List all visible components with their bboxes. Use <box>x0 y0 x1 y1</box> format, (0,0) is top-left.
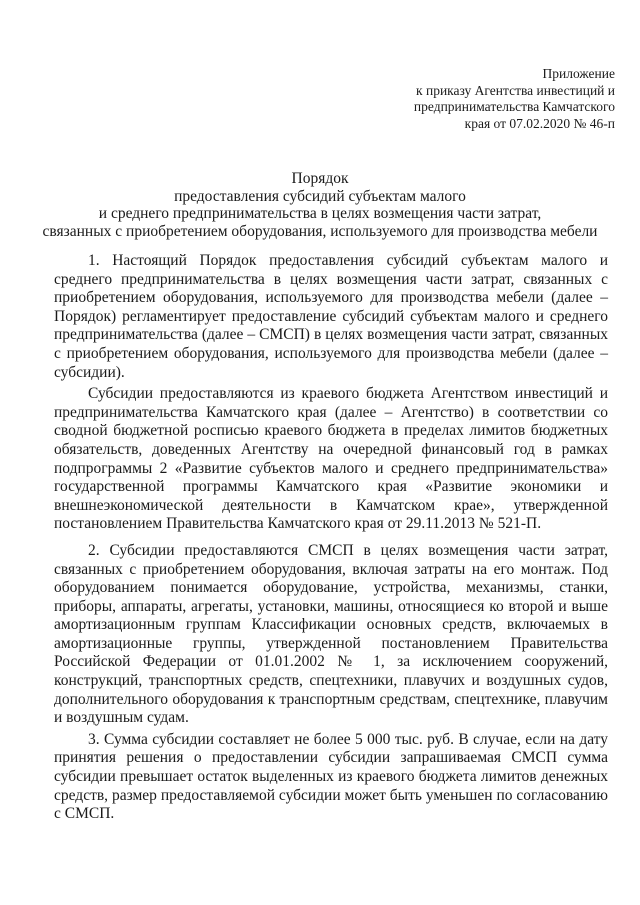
appendix-line: края от 07.02.2020 № 46-п <box>464 115 615 131</box>
appendix-header <box>400 66 615 132</box>
title-line: связанных с приобретением оборудования, используемого для производства мебели <box>42 222 598 240</box>
appendix-line: предпринимательства Камчатского <box>413 99 615 114</box>
document-title <box>40 170 600 240</box>
title-line: предоставления субсидий субъектам малого <box>174 187 466 205</box>
document-body <box>54 252 608 832</box>
paragraph-3: 3. Сумма субсидии составляет не более 5 000 тыс. руб. В случае, если на дату принятия решения о предоставлении субсидии запрашиваемая СМСП сумма субсидии превышает остаток выделенных из краевого бюджета лимитов денежных средств, размер предоставляемой субсидии может быть уменьшен по согласованию с СМСП. <box>54 730 608 823</box>
paragraph-1: 1. Настоящий Порядок предоставления субсидий субъектам малого и среднего предпринимательства в целях возмещения части затрат, связанных с приобретением оборудования, используемого для производства мебели (далее – Порядок) регламентирует предоставление субсидий субъектам малого и среднего предпринимательства (далее – СМСП) в целях возмещения части затрат, связанных с приобретением оборудования, используемого для производства мебели (далее – субсидии). <box>54 252 608 381</box>
appendix-line: Приложение <box>542 66 615 81</box>
title-line: и среднего предпринимательства в целях возмещения части затрат, <box>98 205 542 222</box>
paragraph-2: 2. Субсидии предоставляются СМСП в целях возмещения части затрат, связанных с приобретением оборудования, включая затраты на его монтаж. Под оборудованием понимается оборудование, устройства, механизмы, станки, приборы, аппараты, агрегаты, установки, машины, относящиеся ко второй и выше амортизационным группам Классификации основных средств, включаемых в амортизационные группы, утвержденной постановлением Правительства Российской Федерации от 01.01.2002 № 1, за исключением сооружений, конструкций, транспортных средств, спецтехники, плавучих и воздушных судов, дополнительного оборудования к транспортным средствам, спецтехнике, плавучим и воздушным судам. <box>54 541 608 727</box>
paragraph-subsidy-source: Субсидии предоставляются из краевого бюджета Агентством инвестиций и предпринимательства Камчатского края (далее – Агентство) в соответствии со сводной бюджетной росписью краевого бюджета в пределах лимитов бюджетных обязательств, доведенных Агентству на очередной финансовый год в рамках подпрограммы 2 «Развитие субъектов малого и среднего предпринимательства» государственной программы Камчатского края «Развитие экономики и внешнеэкономической деятельности в Камчатском крае», утвержденной постановлением Правительства Камчатского края от 29.11.2013 № 521-П. <box>54 385 608 533</box>
appendix-line: к приказу Агентства инвестиций и <box>416 82 615 98</box>
title-line: Порядок <box>291 170 349 187</box>
